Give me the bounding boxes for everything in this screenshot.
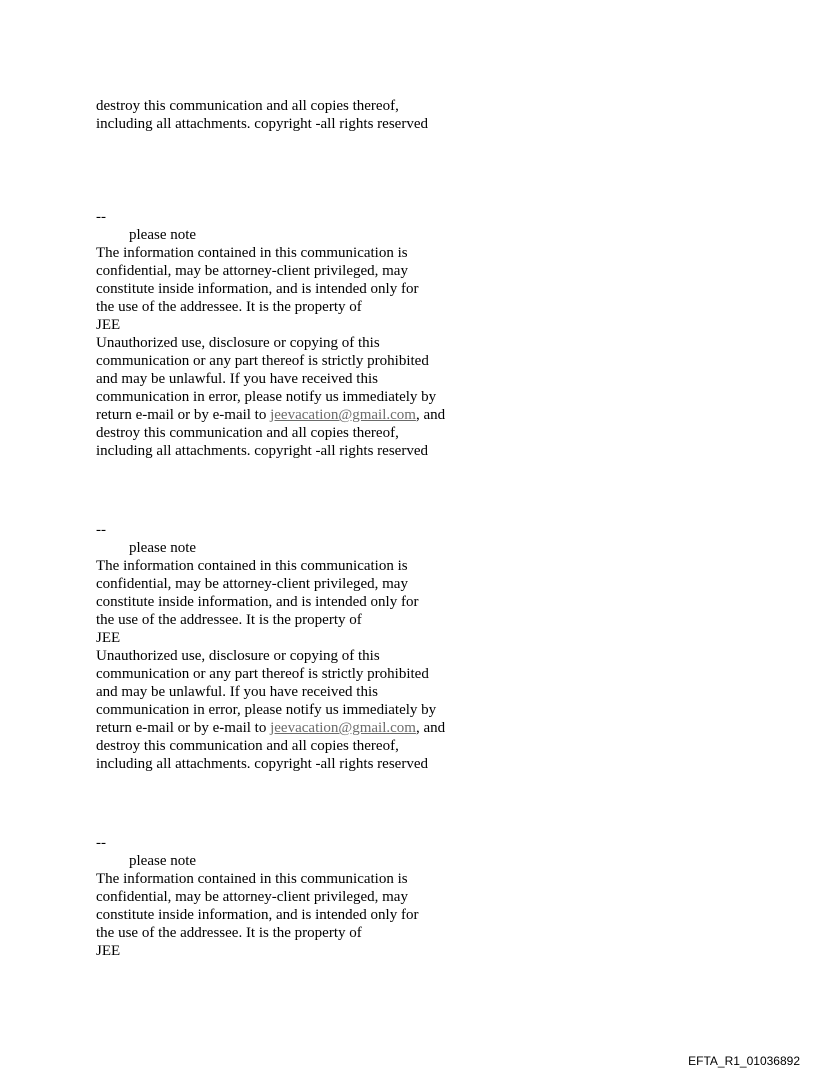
body-text-line: constitute inside information, and is intended only for <box>96 907 419 923</box>
body-text-line: constitute inside information, and is intended only for <box>96 281 419 297</box>
body-text-line: including all attachments. copyright -all rights reserved <box>96 443 428 459</box>
body-text-line: communication in error, please notify us immediately by <box>96 389 437 405</box>
body-text-line: JEE <box>96 943 121 959</box>
separator: -- <box>96 835 106 851</box>
email-link[interactable]: jeevacation@gmail.com <box>270 407 416 423</box>
body-text-line: JEE <box>96 317 121 333</box>
body-text-line: communication or any part thereof is strictly prohibited <box>96 666 429 682</box>
body-text-line: destroy this communication and all copies thereof, <box>96 425 399 441</box>
notice-heading: please note <box>129 853 197 869</box>
body-text-line: the use of the addressee. It is the property of <box>96 925 362 941</box>
body-text-line: the use of the addressee. It is the property of <box>96 612 362 628</box>
return-email-suffix: , and <box>415 720 446 736</box>
return-email-prefix: return e-mail or by e-mail to <box>96 407 271 423</box>
notice-heading: please note <box>129 540 197 556</box>
return-email-line <box>96 719 445 737</box>
body-text-line: and may be unlawful. If you have received this <box>96 371 378 387</box>
separator: -- <box>96 209 106 225</box>
body-text-line: destroy this communication and all copies thereof, <box>96 738 399 754</box>
body-text-line: Unauthorized use, disclosure or copying of this <box>96 648 380 664</box>
body-text-line: destroy this communication and all copies thereof, <box>96 98 399 114</box>
body-text-line: Unauthorized use, disclosure or copying of this <box>96 335 380 351</box>
body-text-line: confidential, may be attorney-client privileged, may <box>96 889 408 905</box>
email-link[interactable]: jeevacation@gmail.com <box>270 720 416 736</box>
return-email-line <box>96 406 445 424</box>
body-text-line: The information contained in this communication is <box>96 245 408 261</box>
body-text-line: The information contained in this communication is <box>96 871 408 887</box>
notice-heading: please note <box>129 227 197 243</box>
separator: -- <box>96 522 106 538</box>
body-text-line: including all attachments. copyright -all rights reserved <box>96 756 428 772</box>
body-text-line: and may be unlawful. If you have received this <box>96 684 378 700</box>
body-text-line: communication in error, please notify us immediately by <box>96 702 437 718</box>
body-text-line: constitute inside information, and is intended only for <box>96 594 419 610</box>
return-email-prefix: return e-mail or by e-mail to <box>96 720 271 736</box>
body-text-line: communication or any part thereof is strictly prohibited <box>96 353 429 369</box>
body-text-line: JEE <box>96 630 121 646</box>
body-text-line: the use of the addressee. It is the property of <box>96 299 362 315</box>
body-text-line: The information contained in this communication is <box>96 558 408 574</box>
return-email-suffix: , and <box>415 407 446 423</box>
body-text-line: confidential, may be attorney-client privileged, may <box>96 576 408 592</box>
body-text-line: including all attachments. copyright -all rights reserved <box>96 116 428 132</box>
document-id: EFTA_R1_01036892 <box>688 1054 800 1068</box>
body-text-line: confidential, may be attorney-client privileged, may <box>96 263 408 279</box>
